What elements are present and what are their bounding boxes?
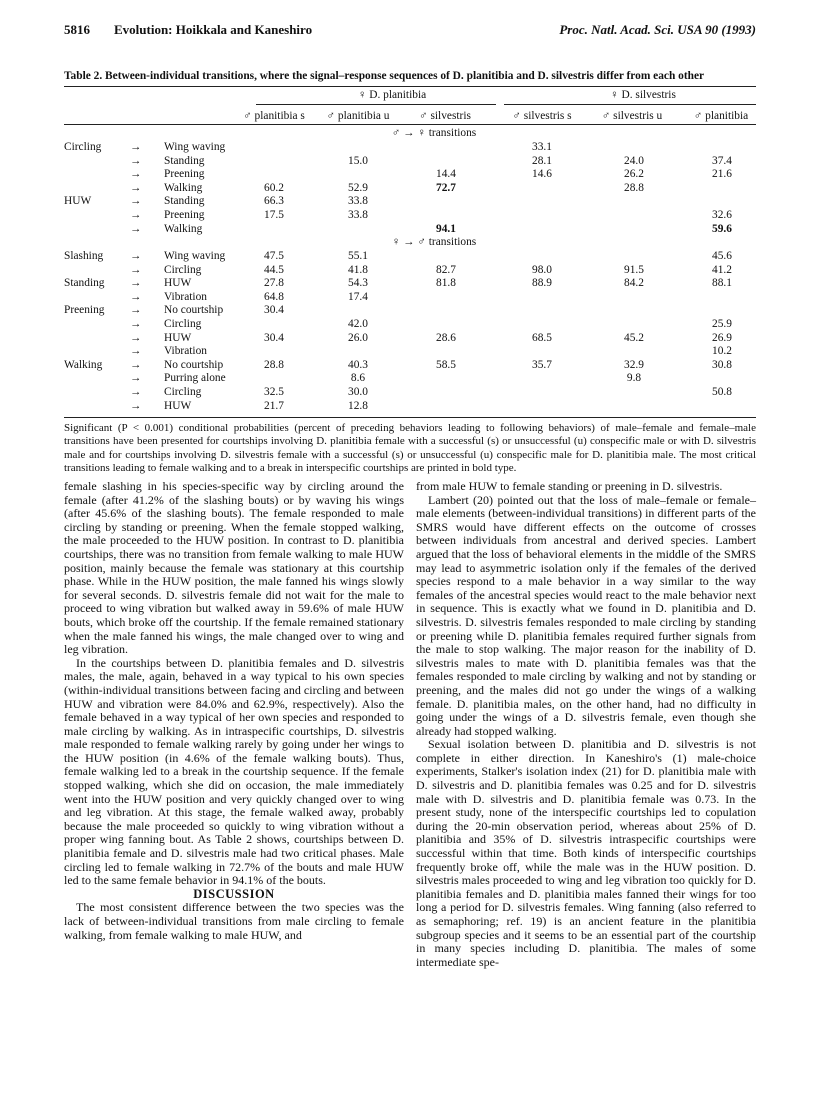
arrow-icon: → (130, 154, 142, 167)
arrow-icon: → (130, 263, 142, 276)
table-cell-value: 26.9 (712, 331, 732, 344)
running-header (64, 22, 756, 40)
group-header-silvestris: ♀ D. silvestris (610, 89, 676, 101)
table-cell-value: 35.7 (532, 358, 552, 371)
arrow-icon: → (130, 181, 142, 194)
table-cell-value: 47.5 (264, 250, 284, 262)
table-cell-value: 28.1 (532, 154, 552, 167)
row-to-behavior: No courtship (164, 304, 224, 317)
table-caption: Table 2. Between-individual transitions, where the signal–response sequences of D. planitibia and D. silvestris differ from each other (64, 70, 705, 82)
table-cell-value: 8.6 (350, 372, 366, 385)
left-column (64, 480, 404, 942)
table-cell-value: 14.4 (436, 168, 456, 181)
arrow-icon: → (130, 345, 142, 358)
table-cell-value: 30.4 (264, 304, 284, 317)
row-to-behavior: Preening (164, 209, 205, 221)
arrow-icon: → (130, 386, 142, 398)
row-to-behavior: Circling (164, 386, 202, 398)
table-cell-value: 21.6 (712, 168, 732, 181)
running-title: Evolution: Hoikkala and Kaneshiro (114, 22, 313, 37)
arrow-icon: → (130, 141, 142, 153)
table-cell-value: 50.8 (712, 386, 732, 398)
table-cell-value: 9.8 (626, 372, 642, 385)
arrow-icon: → (130, 399, 142, 412)
table-cell-value: 15.0 (348, 154, 368, 167)
table-cell-value: 33.8 (348, 195, 368, 208)
table-cell-value: 14.6 (532, 168, 552, 181)
row-to-behavior: Preening (164, 168, 205, 181)
header-rule (64, 124, 756, 125)
paragraph: Lambert (20) pointed out that the loss of male–female or female–male elements (between-individual transitions) in different parts of the SMRS would have different effects on the outcome of crosses between individuals from ancestral and derived species. Lambert argued that the loss of behavioral elements in the middle of the SMRS may lead to asymmetric isolation only if the females of the derived species respond to a male behavior in a way similar to the way females of the ancestral species would react to the male behavior next in sequence. This is exactly what we found in D. planitibia and D. silvestris. D. silvestris females responded to male circling by standing or preening while D. planitibia females required further signals from the male to stop walking. The major reason for the inability of D. silvestris males to mate with D. planitibia females was that the females responded to male circling by walking and not by standing or preening, and the males did not go under the wings of a walking female. D. planitibia males, on the other hand, had no difficulty in going under the wings of a D. silvestris female, even though she already had stopped walking. (416, 492, 756, 738)
page-number: 5816 (64, 22, 90, 37)
table-cell-value: 32.9 (624, 358, 644, 371)
table-cell-value: 30.4 (264, 331, 284, 344)
row-to-behavior: HUW (164, 277, 192, 290)
arrow-icon: → (130, 358, 142, 371)
section-heading-discussion: DISCUSSION (193, 886, 275, 901)
row-to-behavior: HUW (164, 399, 192, 412)
table-cell-value: 33.1 (532, 141, 552, 153)
table-cell-value: 54.3 (348, 277, 368, 290)
arrow-icon: → (130, 222, 142, 235)
table-cell-value: 32.5 (264, 386, 284, 398)
table-cell-value: 10.2 (712, 345, 732, 358)
column-header: ♂ planitibia u (326, 110, 390, 122)
row-to-behavior: Walking (164, 222, 203, 235)
table-cell-value: 28.8 (264, 358, 284, 371)
table-cell-value: 42.0 (348, 318, 368, 330)
arrow-icon: → (130, 290, 142, 303)
column-header: ♂ silvestris (419, 110, 471, 122)
row-to-behavior: Vibration (164, 290, 207, 303)
table-cell-value: 58.5 (436, 358, 456, 371)
table-cell-value: 41.8 (348, 263, 368, 276)
group-rule-silvestris (504, 104, 756, 105)
table-cell-value: 45.6 (712, 250, 732, 262)
paragraph: The most consistent difference between the two species was the lack of between-individual transitions from male circling to female walking, from female walking to male HUW, and (64, 900, 404, 942)
section-header-male-female: ♂ → ♀ transitions (391, 127, 477, 139)
table-cell-value: 59.6 (712, 222, 732, 235)
group-header-planitibia: ♀ D. planitibia (357, 89, 427, 101)
table-cell-value: 98.0 (532, 263, 552, 276)
row-to-behavior: Walking (164, 181, 203, 194)
row-to-behavior: HUW (164, 331, 192, 344)
column-header: ♂ planitibia (693, 110, 749, 122)
row-to-behavior: No courtship (164, 358, 224, 371)
row-to-behavior: Standing (164, 154, 205, 167)
table-cell-value: 32.6 (712, 209, 732, 221)
row-to-behavior: Wing waving (164, 141, 226, 153)
paragraph: female slashing in his species-specific way by circling around the female (after 41.2% of the slashing bouts) or by waving his wings (after 45.6% of the slashing bouts). The female responded to male circling by standing or preening. When the female stopped walking, the male proceeded to the HUW position. In contrast to D. planitibia courtships, there was no transition from female walking to male HUW position, mainly because the female was stationary at this courtship phase. While in the HUW position, the male fanned his wings slowly for several seconds. D. silvestris female did not wait for the male to proceed to wing vibration but walked away in 59.6% of male HUW bouts, which broke off the courtship. If the female remained stationary when the male fanned his wings, the male changed over to wing and leg vibration. (64, 479, 404, 657)
paragraph: from male HUW to female standing or preening in D. silvestris. (416, 479, 723, 493)
table-cell-value: 40.3 (348, 358, 368, 371)
table-cell-value: 88.1 (712, 277, 732, 290)
table-cell-value: 26.2 (624, 168, 644, 181)
arrow-icon: → (130, 168, 142, 181)
group-rule-planitibia (256, 104, 496, 105)
table-footnote (64, 422, 756, 476)
table-cell-value: 37.4 (712, 154, 732, 167)
row-from-behavior: Circling (64, 141, 102, 153)
row-to-behavior: Purring alone (164, 372, 226, 385)
row-from-behavior: Walking (64, 358, 103, 371)
arrow-icon: → (130, 277, 142, 290)
row-to-behavior: Vibration (164, 345, 207, 358)
table-cell-value: 45.2 (624, 331, 644, 344)
row-from-behavior: Preening (64, 304, 105, 317)
table-cell-value: 41.2 (712, 263, 732, 276)
table-cell-value: 66.3 (264, 195, 284, 208)
table-cell-value: 30.0 (348, 386, 368, 398)
table-cell-value: 28.6 (436, 331, 456, 344)
table-cell-value: 27.8 (264, 277, 284, 290)
arrow-icon: → (130, 331, 142, 344)
table-cell-value: 24.0 (624, 154, 644, 167)
table-cell-value: 64.8 (264, 290, 284, 303)
table-cell-value: 60.2 (264, 181, 284, 194)
table-cell-value: 91.5 (624, 263, 644, 276)
table-cell-value: 30.8 (712, 358, 732, 371)
table-cell-value: 81.8 (436, 277, 456, 290)
row-from-behavior: HUW (64, 195, 92, 208)
table-cell-value: 82.7 (436, 263, 456, 276)
footnote-text: Significant (P < 0.001) conditional probabilities (percent of preceding behaviors leading to following behaviors) of male–female and female–male transitions have been presented for courtships involving D. planitibia female with a successful (s) or unsuccessful (u) conspecific male or with D. silvestris male and for courtships involving D. silvestris female with a successful (s) or unsuccessful (u) conspecific male for D. planitibia male. The most critical transitions leading to female walking and to a break in interspecific courtships are printed in bold type. (64, 422, 756, 475)
paragraph: Sexual isolation between D. planitibia and D. silvestris is not complete in either direction. In Kaneshiro's (1) male-choice experiments, Stalker's isolation index (21) for D. planitibia male with D. silvestris and D. planitibia females was 0.25 and for D. silvestris male with D. silvestris and D. planitibia female was 0.73. In the present study, none of the interspecific courtships led to copulation during the 20-min observation period, whereas about 25% of D. planitibia and 35% of D. silvestris intraspecific courtships were successful within that time. Both kinds of interspecific courtships frequently broke off, while the male was in the HUW position. D. silvestris males proceeded to wing and leg vibration too quickly for D. planitibia females and D. planitibia males fanned their wings for too long a period for D. silvestris females. Wing fanning (also referred to as semaphoring; ref. 19) is an ancient feature in the planitibia subgroup species and it seems to be an essential part of the courtship in many species including D. planitibia. The males of some intermediate spe- (416, 737, 756, 969)
arrow-icon: → (130, 304, 142, 317)
column-header: ♂ silvestris s (512, 110, 572, 122)
row-to-behavior: Wing waving (164, 250, 226, 262)
table-cell-value: 33.8 (348, 209, 368, 221)
row-to-behavior: Circling (164, 263, 202, 276)
table-cell-value: 21.7 (264, 399, 284, 412)
column-header: ♂ silvestris u (601, 110, 663, 122)
row-to-behavior: Standing (164, 195, 205, 208)
table-top-rule (64, 86, 756, 87)
table-cell-value: 52.9 (348, 181, 368, 194)
journal-citation: Proc. Natl. Acad. Sci. USA 90 (1993) (559, 22, 756, 37)
row-from-behavior: Standing (64, 277, 105, 290)
table-cell-value: 12.8 (348, 399, 368, 412)
arrow-icon: → (130, 318, 142, 330)
arrow-icon: → (130, 372, 142, 385)
table-cell-value: 25.9 (712, 318, 732, 330)
paragraph: In the courtships between D. planitibia females and D. silvestris males, the male, again, behaved in a way typical to his own species (within-individual transitions between facing and circling and between HUW and vibration were 84.0% and 62.9%, respectively). Also the female behaved in a way typical of her own species and responded to male circling by walking. As in intraspecific courtships, D. silvestris male responded to female walking rarely by going under her wings to the HUW position (in 4.6% of the female walking bouts). Thus, female walking led to a break in the courtship sequence. If the female stopped walking, which she did on occasion, the male immediately went into the HUW position and very quickly changed over to wing and leg vibration. At this stage, the female walked away, probably because the male proceeded so quickly to wing vibration without a proper wing fanning bout. As Table 2 shows, courtships between D. planitibia female and D. silvestris male had two critical phases. Male circling led to female walking in 72.7% of the bouts and male HUW led to the same female behavior in 94.1% of the bouts. (64, 655, 404, 888)
table-cell-value: 72.7 (436, 181, 456, 194)
table-cell-value: 28.8 (624, 181, 644, 194)
arrow-icon: → (130, 209, 142, 221)
table-cell-value: 55.1 (348, 250, 368, 262)
table-cell-value: 17.5 (264, 209, 284, 221)
right-column (416, 480, 756, 969)
section-header-female-male: ♀ → ♂ transitions (391, 236, 477, 248)
table-bottom-rule (64, 417, 756, 418)
table-cell-value: 84.2 (624, 277, 644, 290)
table-cell-value: 26.0 (348, 331, 368, 344)
table-cell-value: 68.5 (532, 331, 552, 344)
table-cell-value: 94.1 (436, 222, 456, 235)
table-cell-value: 44.5 (264, 263, 284, 276)
table-cell-value: 88.9 (532, 277, 552, 290)
row-to-behavior: Circling (164, 318, 202, 330)
arrow-icon: → (130, 250, 142, 262)
arrow-icon: → (130, 195, 142, 208)
table-cell-value: 17.4 (348, 290, 368, 303)
column-header: ♂ planitibia s (243, 110, 305, 122)
row-from-behavior: Slashing (64, 250, 104, 262)
